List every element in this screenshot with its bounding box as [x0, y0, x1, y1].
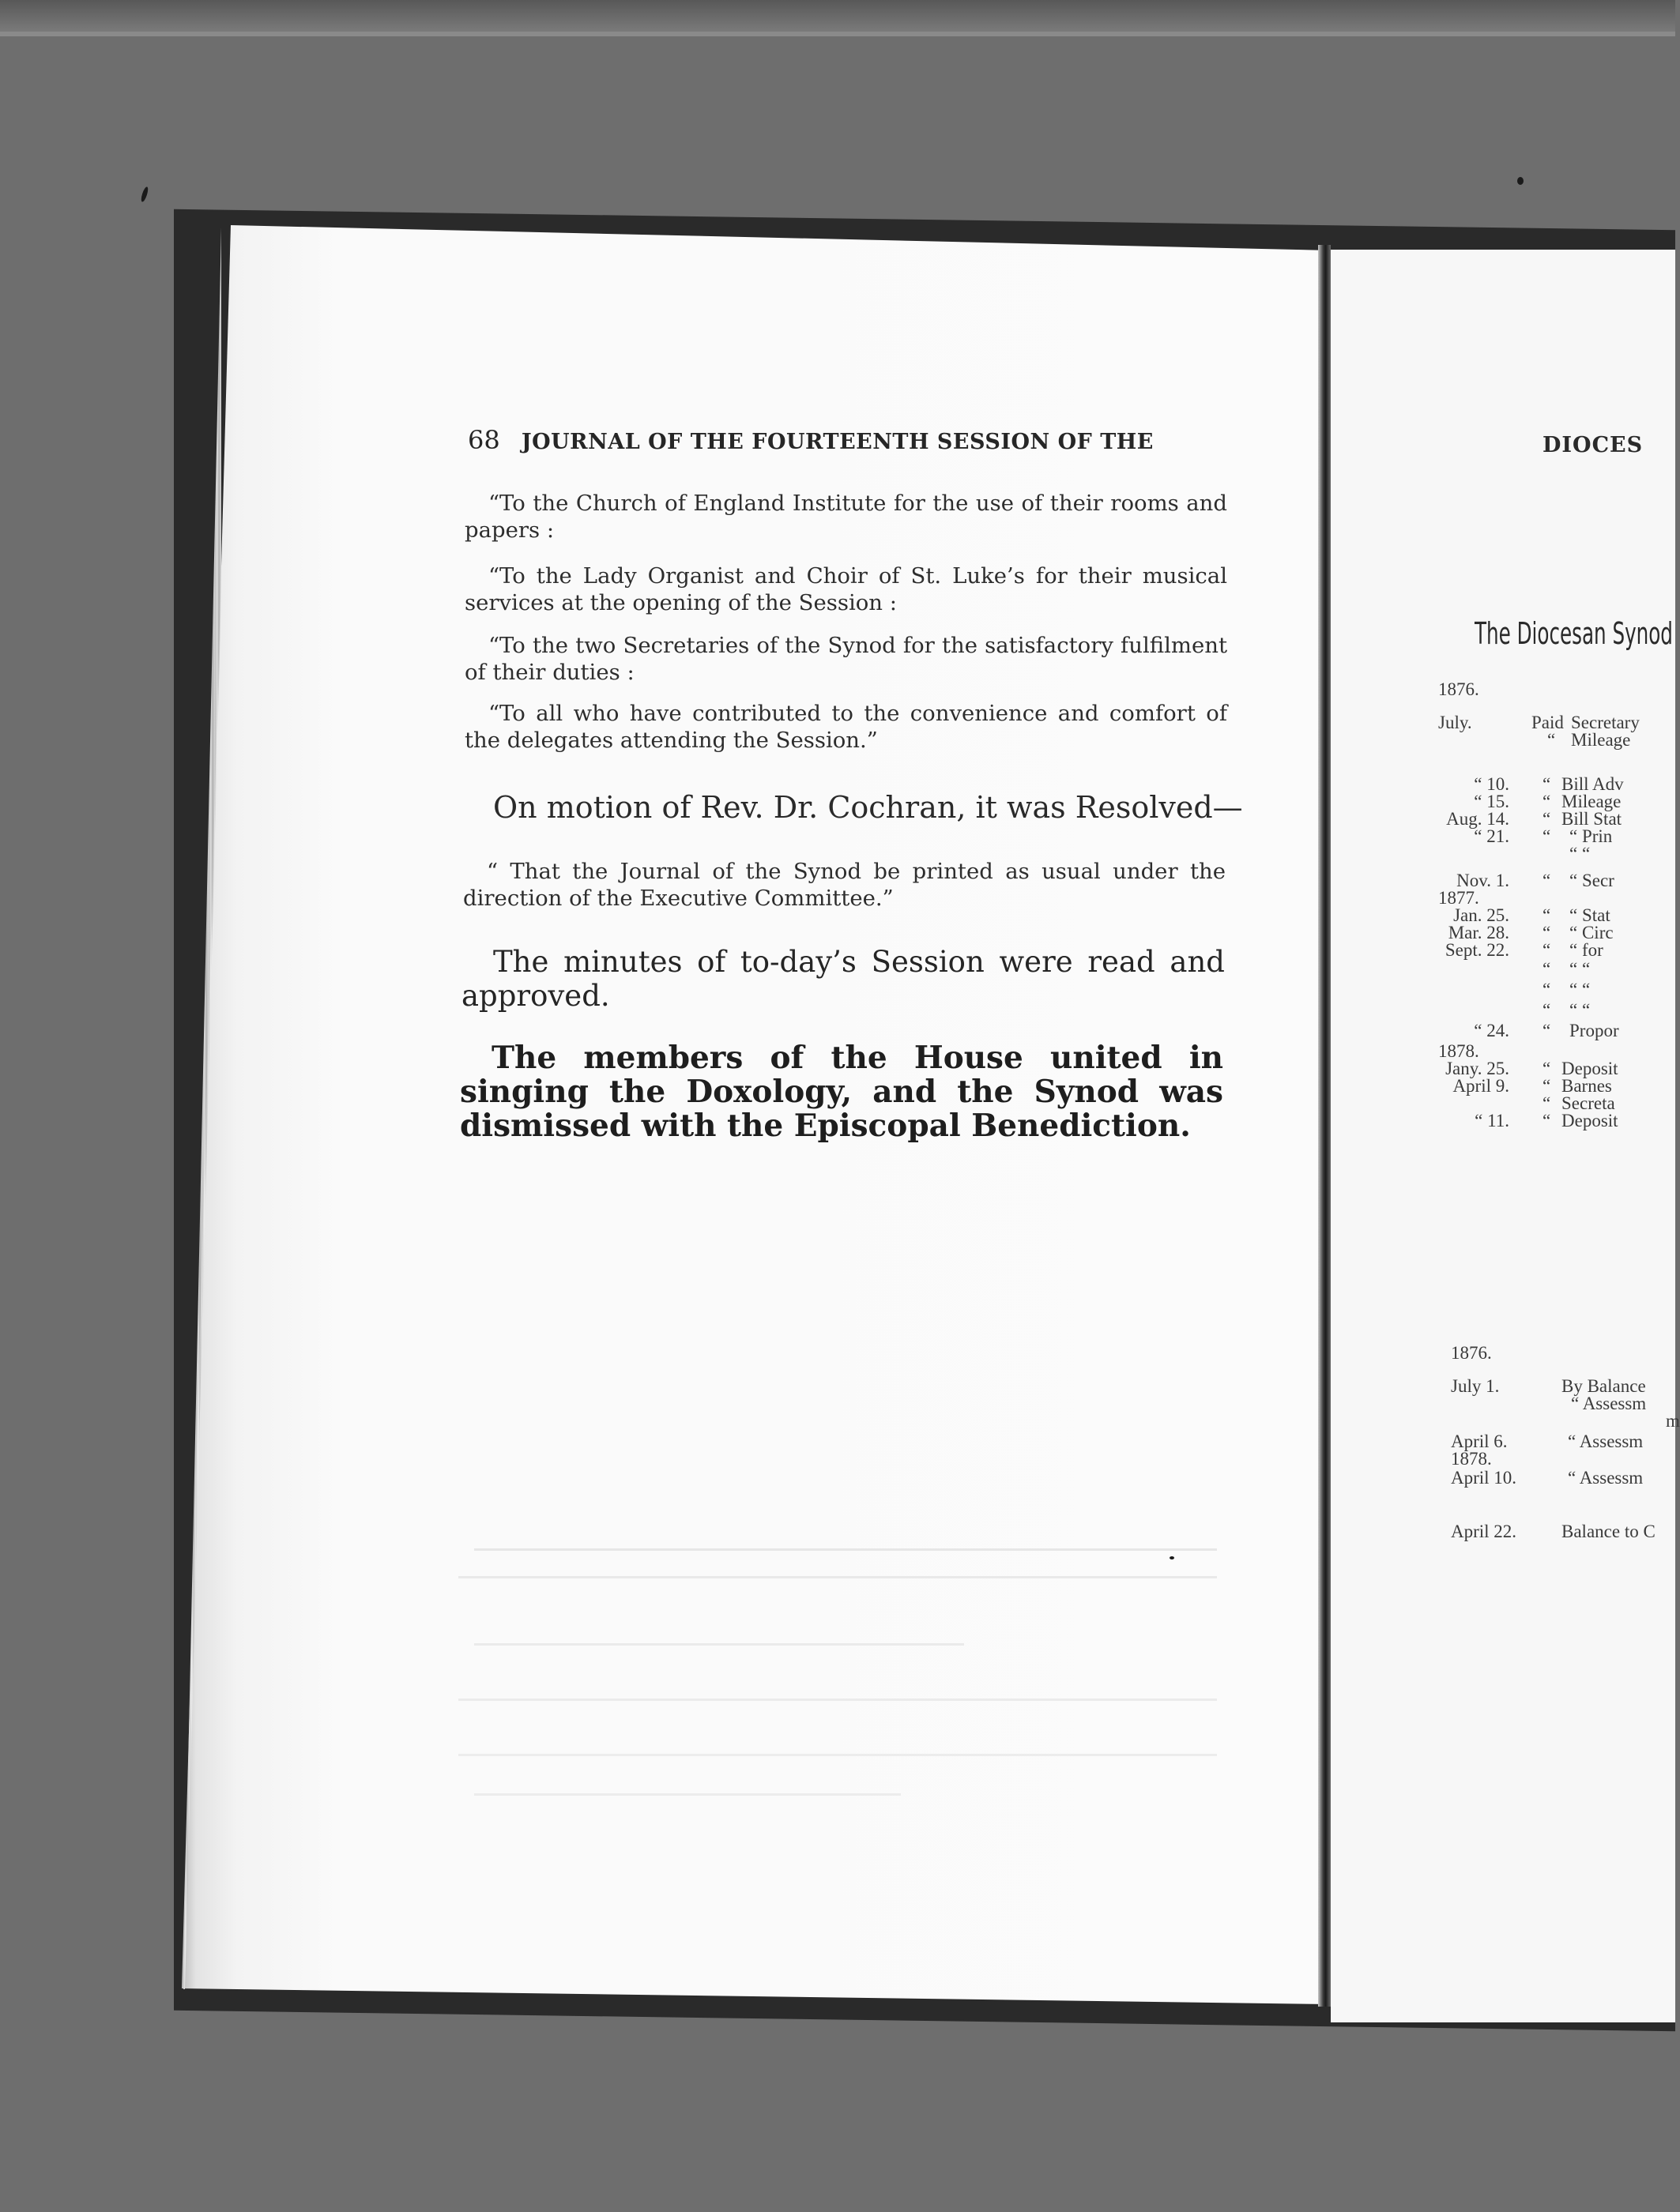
ledger-mark: “ — [1543, 905, 1551, 925]
ledger-text: “ “ — [1569, 959, 1591, 979]
ledger-text: By Balance — [1561, 1376, 1646, 1396]
ledger-text: Mileage — [1561, 792, 1622, 811]
ledger-date: Mar. 28. — [1448, 923, 1509, 942]
ledger-date: April 6. — [1451, 1431, 1508, 1451]
ledger-text: Secretary — [1571, 713, 1640, 732]
ledger-date: 1876. — [1451, 1343, 1492, 1363]
ledger-text: “ “ — [1569, 844, 1591, 863]
ledger-text: Barnes — [1561, 1076, 1612, 1096]
ledger-text: Bill Adv — [1561, 774, 1624, 794]
ledger-mark: “ — [1543, 1000, 1551, 1020]
ledger-text: “ “ — [1569, 980, 1591, 999]
scanner-edge-line — [0, 32, 1675, 36]
ledger-mark: “ — [1543, 826, 1551, 846]
ledger-text: Deposit — [1561, 1059, 1618, 1078]
ledger-text: Bill Stat — [1561, 809, 1622, 829]
ledger-text: “ Assessm — [1568, 1431, 1644, 1451]
ledger-mark: “ — [1543, 1059, 1551, 1078]
ledger-mark: “ — [1543, 1076, 1551, 1096]
right-page-content — [1331, 250, 1680, 2022]
ledger-text: “ Circ — [1569, 923, 1614, 942]
ledger-date: 1877. — [1438, 888, 1479, 908]
ledger-mark: Paid — [1531, 713, 1564, 732]
ledger-mark: “ — [1543, 792, 1551, 811]
paragraph-institute: “To the Church of England Institute for the use of their rooms and papers : — [465, 491, 1227, 543]
ledger-text: Deposit — [1561, 1111, 1618, 1130]
dust-speck — [1170, 1556, 1174, 1559]
dust-speck — [1517, 177, 1524, 185]
ledger-mark: “ — [1543, 1021, 1551, 1040]
motion-heading: On motion of Rev. Dr. Cochran, it was Resolved— — [493, 790, 1243, 825]
ledger-text: “ Assessm — [1571, 1394, 1647, 1413]
ledger-date: April 10. — [1451, 1468, 1517, 1488]
ledger-date: Nov. 1. — [1456, 871, 1509, 890]
ledger-date: “ 11. — [1475, 1111, 1509, 1130]
resolution-text: “ That the Journal of the Synod be printed as usual under the direction of the Executive Committee.” — [463, 859, 1226, 911]
right-running-head: DIOCES — [1543, 433, 1644, 457]
running-head — [468, 425, 1154, 455]
ledger-text: “ “ — [1569, 1000, 1591, 1020]
book-gutter — [1318, 245, 1331, 2007]
ledger-mark: “ — [1543, 940, 1551, 960]
right-page-title: The Diocesan Synod — [1475, 616, 1673, 651]
ledger-date: “ 21. — [1474, 826, 1509, 846]
ledger-date: Jan. 25. — [1453, 905, 1509, 925]
dust-speck — [140, 186, 149, 203]
ledger-mark: “ — [1547, 730, 1556, 750]
ledger-date: “ 24. — [1474, 1021, 1509, 1040]
scanner-background-top — [0, 0, 1675, 32]
ledger-mark: “ — [1543, 1093, 1551, 1113]
ledger-date: July 1. — [1451, 1376, 1500, 1396]
ledger-mark: “ — [1543, 774, 1551, 794]
ledger-date: Sept. 22. — [1445, 940, 1509, 960]
ledger-date: “ 15. — [1474, 792, 1509, 811]
ledger-date: April 22. — [1451, 1522, 1517, 1541]
ledger-text: “ for — [1569, 940, 1603, 960]
ledger-date: July. — [1438, 713, 1472, 732]
ledger-date: 1876. — [1438, 679, 1479, 699]
ledger-date: April 9. — [1452, 1076, 1509, 1096]
ledger-text: m — [1666, 1411, 1680, 1431]
ledger-date: 1878. — [1451, 1449, 1492, 1469]
ledger-date: Aug. 14. — [1446, 809, 1509, 829]
ledger-text: Propor — [1569, 1021, 1619, 1040]
ledger-text: “ Stat — [1569, 905, 1610, 925]
ledger-text: “ Assessm — [1568, 1468, 1644, 1488]
minutes-paragraph: The minutes of to-day’s Session were read and approved. — [461, 945, 1225, 1013]
ledger-mark: “ — [1543, 980, 1551, 999]
ledger-text: Balance to C — [1561, 1522, 1656, 1541]
ledger-text: “ Secr — [1569, 871, 1614, 890]
ledger-mark: “ — [1543, 871, 1551, 890]
paragraph-secretaries: “To the two Secretaries of the Synod for the satisfactory fulfilment of their duties : — [465, 633, 1227, 685]
paragraph-contributors: “To all who have contributed to the convenience and comfort of the delegates attending the Session.” — [465, 701, 1227, 753]
ledger-date: “ 10. — [1474, 774, 1509, 794]
ledger-text: Mileage — [1571, 730, 1631, 750]
ledger-mark: “ — [1543, 809, 1551, 829]
ledger-mark: “ — [1543, 923, 1551, 942]
ledger-date: Jany. 25. — [1445, 1059, 1509, 1078]
ledger-text: Secreta — [1561, 1093, 1615, 1113]
ledger-mark: “ — [1543, 959, 1551, 979]
ledger-text: “ Prin — [1569, 826, 1613, 846]
ledger-mark: “ — [1543, 1111, 1551, 1130]
paragraph-organist: “To the Lady Organist and Choir of St. Luke’s for their musical services at the opening of the Session : — [465, 563, 1227, 615]
closing-paragraph: The members of the House united in singing the Doxology, and the Synod was dismissed with the Episcopal Benediction. — [460, 1040, 1223, 1144]
page-header-title: JOURNAL OF THE FOURTEENTH SESSION OF THE — [521, 430, 1154, 454]
page-number: 68 — [468, 425, 500, 455]
ledger-date: 1878. — [1438, 1041, 1479, 1061]
